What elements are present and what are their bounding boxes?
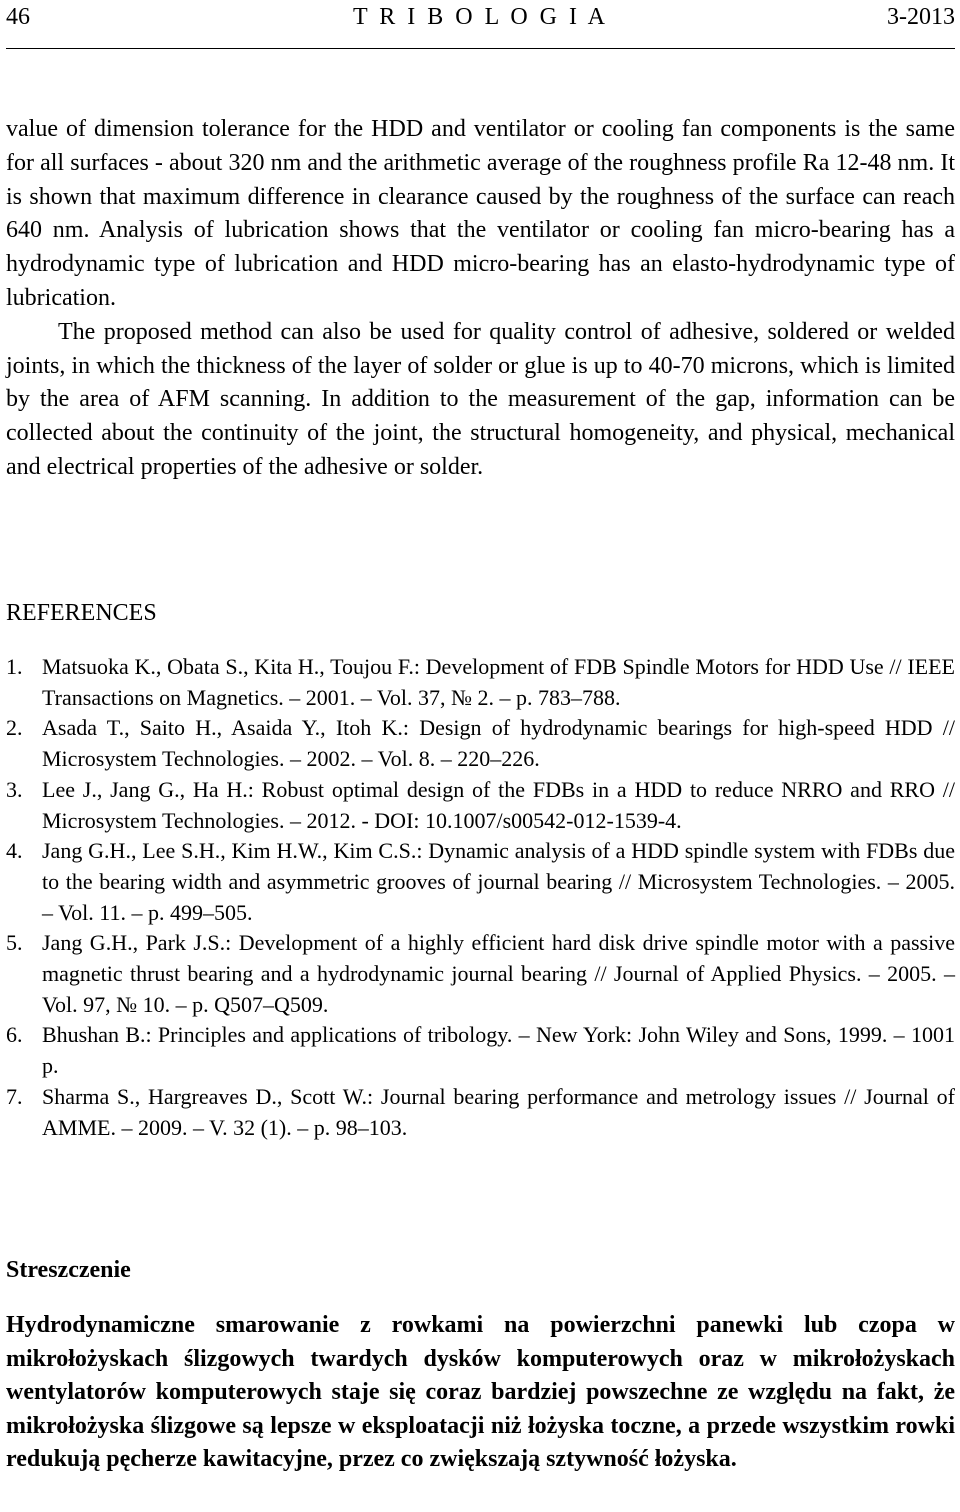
reference-text: Asada T., Saito H., Asaida Y., Itoh K.: Design of hydrodynamic bearings for high-speed HDD // Microsystem Technologies. – 2002. – Vol. 8. – 220–226.	[42, 715, 955, 772]
body-text	[6, 113, 955, 485]
journal-title: T R I B O L O G I A	[353, 4, 608, 30]
reference-item	[6, 1082, 955, 1143]
reference-text: Jang G.H., Lee S.H., Kim H.W., Kim C.S.: Dynamic analysis of a HDD spindle system with FDBs due to the bearing width and asymmetric grooves of journal bearing // Microsystem Technologies. – 2005. – Vol. 11. – p. 499–505.	[42, 838, 955, 925]
reference-number: 7.	[6, 1083, 23, 1109]
reference-number: 6.	[6, 1022, 23, 1048]
reference-item	[6, 1020, 955, 1081]
running-head	[6, 0, 955, 34]
reference-number: 2.	[6, 715, 23, 741]
reference-item	[6, 836, 955, 928]
reference-item	[6, 713, 955, 774]
reference-text: Bhushan B.: Principles and applications of tribology. – New York: John Wiley and Sons, 1999. – 1001 p.	[42, 1022, 955, 1079]
body-paragraph-2: The proposed method can also be used for quality control of adhesive, soldered or welded joints, in which the thickness of the layer of solder or glue is up to 40-70 microns, which is limited by the area of AFM scanning. In addition to the measurement of the gap, information can be collected about the continuity of the joint, the structural homogeneity, and physical, mechanical and electrical properties of the adhesive or solder.	[6, 318, 955, 480]
reference-number: 3.	[6, 776, 23, 802]
reference-text: Lee J., Jang G., Ha H.: Robust optimal design of the FDBs in a HDD to reduce NRRO and RRO // Microsystem Technologies. – 2012. - DOI: 10.1007/s00542-012-1539-4.	[42, 776, 955, 833]
reference-text: Matsuoka K., Obata S., Kita H., Toujou F.: Development of FDB Spindle Motors for HDD Use // IEEE Transactions on Magnetics. – 2001. – Vol. 37, № 2. – p. 783–788.	[42, 654, 955, 710]
summary-heading: Streszczenie	[6, 1257, 131, 1283]
reference-item	[6, 928, 955, 1020]
reference-item	[6, 775, 955, 836]
references-heading: REFERENCES	[6, 600, 157, 626]
header-rule	[6, 48, 955, 49]
page-number: 46	[6, 4, 30, 30]
reference-number: 1.	[6, 654, 23, 679]
issue-number: 3-2013	[887, 4, 955, 30]
reference-number: 4.	[6, 838, 23, 864]
summary-text: Hydrodynamiczne smarowanie z rowkami na powierzchni panewki lub czopa w mikrołożyskach ślizgowych twardych dysków komputerowych oraz w mikrołożyskach wentylatorów komputerowych staje się coraz bardziej powszechne ze względu na fakt, że mikrołożyska ślizgowe są lepsze w eksploatacji niż łożyska toczne, a przede wszystkim rowki redukują pęcherze kawitacyjne, przez co zwiększają sztywność łożyska.	[6, 1312, 955, 1473]
reference-text: Jang G.H., Park J.S.: Development of a highly efficient hard disk drive spindle motor with a passive magnetic thrust bearing and a hydrodynamic journal bearing // Journal of Applied Physics. – 2005. – Vol. 97, № 10. – p. Q507–Q509.	[42, 930, 955, 1017]
references-list	[6, 652, 955, 1143]
reference-text: Sharma S., Hargreaves D., Scott W.: Journal bearing performance and metrology issues // Journal of AMME. – 2009. – V. 32 (1). – p. 98–103.	[42, 1083, 955, 1140]
body-paragraph-1: value of dimension tolerance for the HDD and ventilator or cooling fan components is the same for all surfaces - about 320 nm and the arithmetic average of the roughness profile Ra 12-48 nm. It is shown that maximum difference in clearance caused by the roughness of the surface can reach 640 nm. Analysis of lubrication shows that the ventilator or cooling fan micro-bearing has a hydrodynamic type of lubrication and HDD micro-bearing has an elasto-hydrodynamic type of lubrication.	[6, 116, 955, 311]
reference-number: 5.	[6, 930, 23, 956]
reference-item	[6, 652, 955, 713]
